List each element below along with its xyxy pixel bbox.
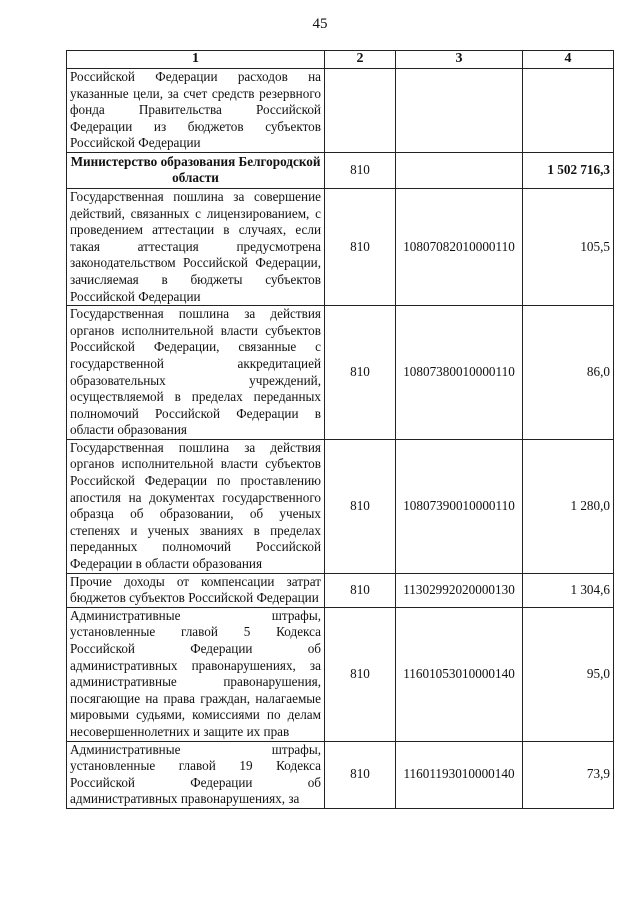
- row-amount: 1 280,0: [523, 439, 614, 573]
- row-amount: 86,0: [523, 306, 614, 440]
- row-description: Государственная пошлина за совершение действий, связанных с лицензированием, с проведением аттестации в случаях, если такая аттестация предусмотрена законодательством Российской Федерации, зачисляемая в бюджеты субъектов Российской Федерации: [67, 188, 325, 305]
- row-kbk: [396, 69, 523, 153]
- row-code: 810: [325, 741, 396, 808]
- row-description: Административные штрафы, установленные главой 19 Кодекса Российской Федерации об административных правонарушениях, за: [67, 741, 325, 808]
- row-code: 810: [325, 607, 396, 741]
- row-code: 810: [325, 306, 396, 440]
- row-amount: 95,0: [523, 607, 614, 741]
- table-row: [67, 188, 614, 305]
- row-amount: 105,5: [523, 188, 614, 305]
- column-header-1: 1: [67, 51, 325, 69]
- table-row-ministry: [67, 152, 614, 188]
- row-amount: 1 502 716,3: [523, 152, 614, 188]
- table-row: [67, 439, 614, 573]
- column-header-4: 4: [523, 51, 614, 69]
- table-row: [67, 306, 614, 440]
- row-kbk: 10807390010000110: [396, 439, 523, 573]
- row-code: 810: [325, 188, 396, 305]
- row-code: 810: [325, 439, 396, 573]
- row-description: Административные штрафы, установленные главой 5 Кодекса Российской Федерации об административных правонарушениях, за административные правонарушения, посягающие на права граждан, налагаемые мировыми судьями, комиссиями по делам несовершеннолетних и защите их прав: [67, 607, 325, 741]
- row-description: Государственная пошлина за действия органов исполнительной власти субъектов Российской Федерации по проставлению апостиля на документах государственного образца об образовании, об ученых степенях и ученых званиях в пределах переданных полномочий Российской Федерации в области образования: [67, 439, 325, 573]
- column-header-3: 3: [396, 51, 523, 69]
- row-kbk: 11302992020000130: [396, 573, 523, 607]
- row-code: 810: [325, 152, 396, 188]
- table-row: [67, 741, 614, 808]
- row-description: Государственная пошлина за действия органов исполнительной власти субъектов Российской Федерации, связанные с государственной аккредитацией образовательных учреждений, осуществляемой в пределах переданных полномочий Российской Федерации в области образования: [67, 306, 325, 440]
- row-code: [325, 69, 396, 153]
- row-kbk: [396, 152, 523, 188]
- row-kbk: 11601193010000140: [396, 741, 523, 808]
- row-description: Министерство образования Белгородской области: [67, 152, 325, 188]
- row-amount: [523, 69, 614, 153]
- row-description: Российской Федерации расходов на указанные цели, за счет средств резервного фонда Правительства Российской Федерации из бюджетов субъектов Российской Федерации: [67, 69, 325, 153]
- row-amount: 1 304,6: [523, 573, 614, 607]
- table-row: [67, 607, 614, 741]
- revenue-table: [66, 50, 614, 809]
- row-code: 810: [325, 573, 396, 607]
- column-header-2: 2: [325, 51, 396, 69]
- row-amount: 73,9: [523, 741, 614, 808]
- page-number: 45: [312, 16, 328, 32]
- row-description: Прочие доходы от компенсации затрат бюджетов субъектов Российской Федерации: [67, 573, 325, 607]
- header-row: [67, 51, 614, 69]
- row-kbk: 10807082010000110: [396, 188, 523, 305]
- table-row: [67, 69, 614, 153]
- row-kbk: 10807380010000110: [396, 306, 523, 440]
- table-row: [67, 573, 614, 607]
- row-kbk: 11601053010000140: [396, 607, 523, 741]
